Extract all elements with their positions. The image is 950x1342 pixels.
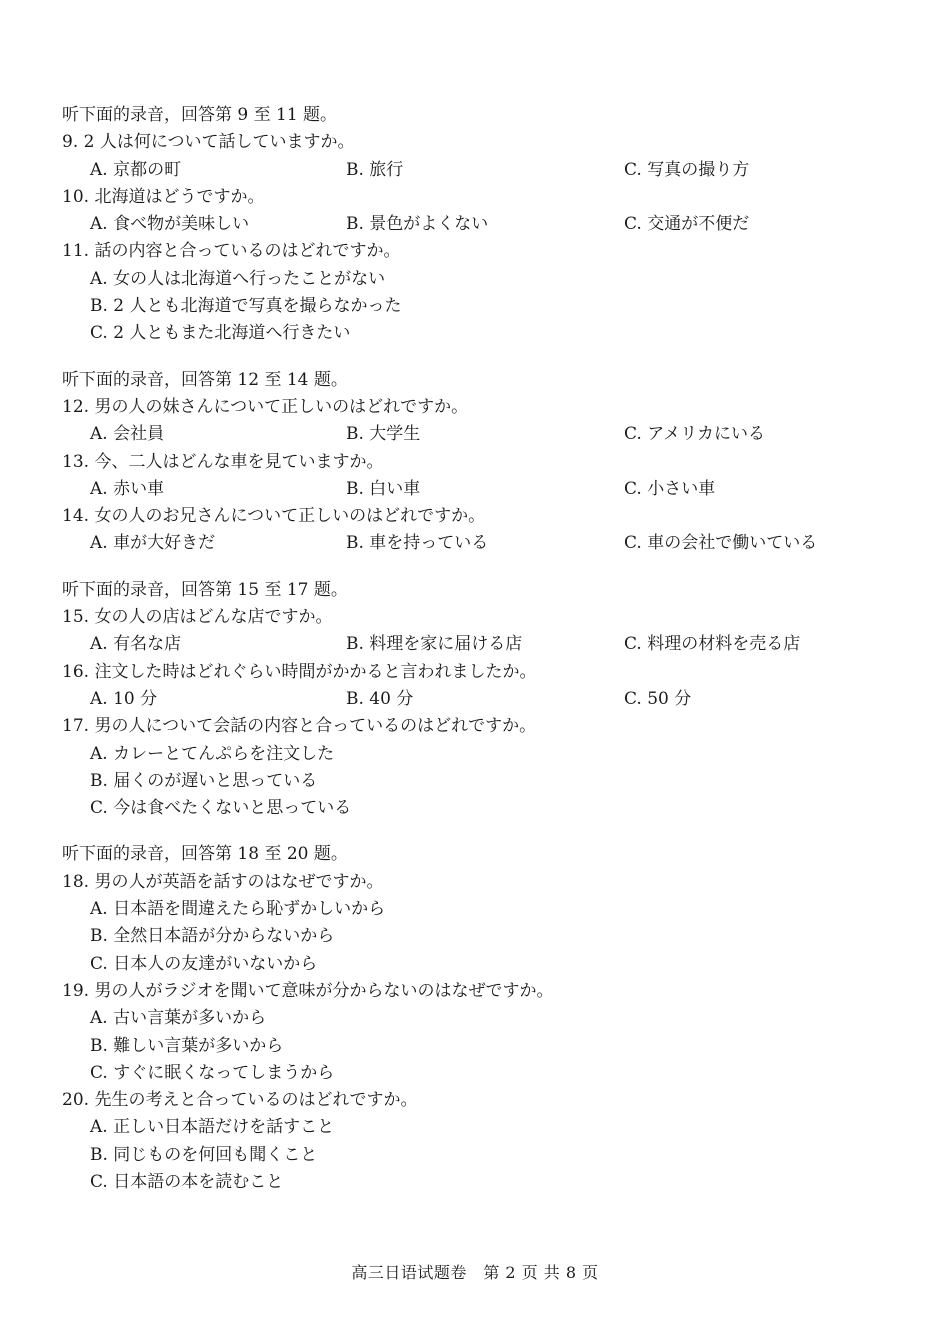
question-text: 17. 男の人について会話の内容と合っているのはどれですか。 <box>62 716 537 737</box>
question-section <box>62 841 892 1196</box>
question-text: 18. 男の人が英語を話すのはなぜですか。 <box>62 871 384 892</box>
answer-option: A. 車が大好きだ <box>90 533 216 554</box>
answer-option: C. 日本語の本を読むこと <box>90 1171 284 1192</box>
answer-option: B. 難しい言葉が多いから <box>90 1035 284 1056</box>
answer-option: A. カレーとてんぷらを注文した <box>90 743 335 764</box>
answer-option: C. 交通が不便だ <box>624 214 750 235</box>
answer-options <box>62 530 892 557</box>
answer-option: B. 旅行 <box>346 159 404 180</box>
answer-options <box>62 476 892 503</box>
section-instruction: 听下面的录音，回答第 18 至 20 题。 <box>62 844 348 865</box>
answer-option: A. 食べ物が美味しい <box>90 214 250 235</box>
answer-option: B. 料理を家に届ける店 <box>346 634 523 655</box>
answer-option: C. 50 分 <box>624 688 692 709</box>
answer-option: B. 40 分 <box>346 688 414 709</box>
answer-option: C. 写真の撮り方 <box>624 159 750 180</box>
question-text: 16. 注文した時はどれぐらい時間がかかると言われましたか。 <box>62 661 537 682</box>
question-section <box>62 367 892 558</box>
answer-option: C. 料理の材料を売る店 <box>624 634 801 655</box>
question-text: 14. 女の人のお兄さんについて正しいのはどれですか。 <box>62 506 486 527</box>
question-section <box>62 102 892 348</box>
answer-option: C. 日本人の友達がいないから <box>90 953 318 974</box>
question-text: 9. 2 人は何について話していますか。 <box>62 132 355 153</box>
question-text: 19. 男の人がラジオを聞いて意味が分からないのはなぜですか。 <box>62 980 554 1001</box>
question-text: 13. 今、二人はどんな車を見ていますか。 <box>62 451 384 472</box>
answer-option: B. 届くのが遅いと思っている <box>90 770 318 791</box>
question-text: 15. 女の人の店はどんな店ですか。 <box>62 607 333 628</box>
question-text: 10. 北海道はどうですか。 <box>62 186 265 207</box>
answer-option: B. 同じものを何回も聞くこと <box>90 1144 318 1165</box>
question-text: 20. 先生の考えと合っているのはどれですか。 <box>62 1090 418 1111</box>
questions-area <box>62 102 892 1196</box>
answer-option: A. 女の人は北海道へ行ったことがない <box>90 268 386 289</box>
answer-option: A. 赤い車 <box>90 478 165 499</box>
answer-option: B. 白い車 <box>346 478 421 499</box>
page-footer: 高三日语试题卷 第 2 页 共 8 页 <box>351 1263 599 1282</box>
answer-option: A. 正しい日本語だけを話すこと <box>90 1117 335 1138</box>
answer-option: C. 今は食べたくないと思っている <box>90 798 352 819</box>
answer-option: A. 有名な店 <box>90 634 182 655</box>
answer-option: A. 会社員 <box>90 424 165 445</box>
answer-option: C. 小さい車 <box>624 478 716 499</box>
answer-options <box>62 631 892 658</box>
answer-option: B. 車を持っている <box>346 533 489 554</box>
answer-option: C. アメリカにいる <box>624 424 766 445</box>
answer-options <box>62 211 892 238</box>
answer-option: A. 10 分 <box>90 688 158 709</box>
question-text: 11. 話の内容と合っているのはどれですか。 <box>62 241 401 262</box>
section-instruction: 听下面的录音，回答第 12 至 14 题。 <box>62 369 348 390</box>
section-instruction: 听下面的录音，回答第 9 至 11 题。 <box>62 105 338 125</box>
question-section <box>62 577 892 823</box>
answer-option: A. 京都の町 <box>90 159 182 180</box>
answer-option: C. 2 人ともまた北海道へ行きたい <box>90 323 351 344</box>
answer-option: B. 大学生 <box>346 424 421 445</box>
answer-option: C. すぐに眠くなってしまうから <box>90 1062 335 1083</box>
section-instruction: 听下面的录音，回答第 15 至 17 题。 <box>62 579 348 600</box>
answer-option: B. 2 人とも北海道で写真を撮らなかった <box>90 296 402 317</box>
answer-option: A. 日本語を間違えたら恥ずかしいから <box>90 899 386 920</box>
answer-options <box>62 157 892 184</box>
answer-options <box>62 686 892 713</box>
answer-option: C. 車の会社で働いている <box>624 533 818 554</box>
answer-option: B. 景色がよくない <box>346 214 489 235</box>
answer-option: A. 古い言葉が多いから <box>90 1008 267 1029</box>
question-text: 12. 男の人の妹さんについて正しいのはどれですか。 <box>62 396 469 417</box>
answer-options <box>62 421 892 448</box>
answer-option: B. 全然日本語が分からないから <box>90 926 335 947</box>
